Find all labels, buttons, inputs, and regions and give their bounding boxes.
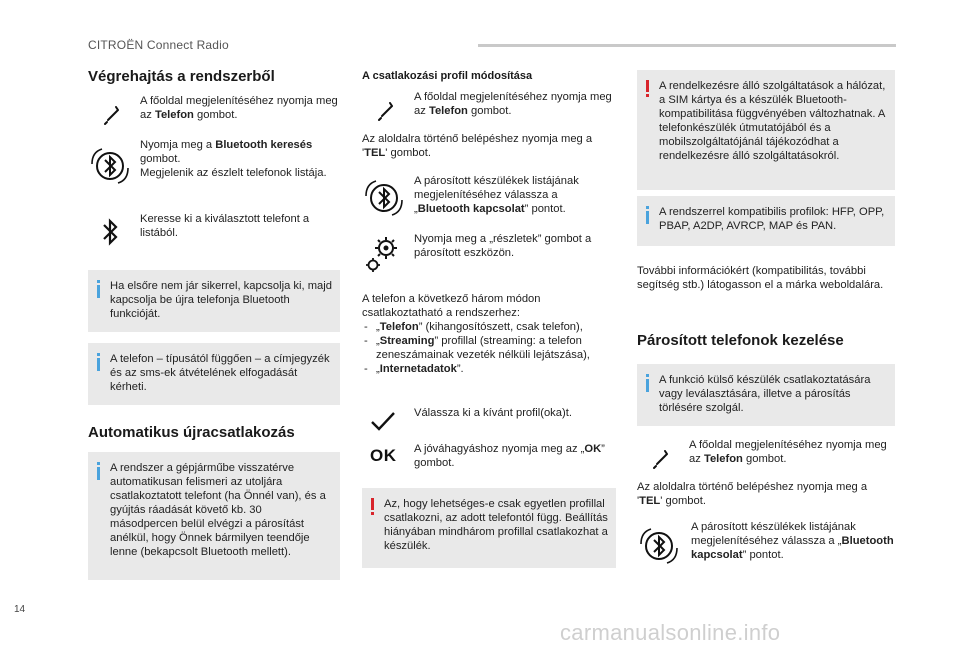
info-note: A funkció külső készülék csatlakoztatására vagy leválasztására, illetve a párosítás törlésére szolgál. (637, 364, 895, 426)
step-text: Nyomja meg a „részletek” gombot a párosított eszközön. (414, 233, 592, 259)
touch-icon (649, 438, 693, 482)
ok-icon: OK (370, 446, 397, 465)
step-bluetooth-connection (637, 520, 895, 570)
info-note: A rendszer a gépjárműbe visszatérve automatikusan felismeri az utoljára csatlakoztatott telefont (ha Önnél van), és a gyújtás ráadását követő kb. 30 másodpercen belül elvégzi a párosítást anélkül, hogy Önnek bármilyen teendője lenne (bekapcsolt Bluetooth mellett). (88, 452, 340, 580)
step-text: A jóváhagyáshoz nyomja meg az „OK” gombot. (414, 443, 605, 469)
step-text: Válassza ki a kívánt profil(oka)t. (414, 407, 572, 419)
list-item: - „Internetadatok”. (362, 362, 616, 376)
info-note: A telefon – típusától függően – a címjegyzék és az sms-ek átvételének elfogadását kérheti. (88, 343, 340, 405)
step-text: A főoldal megjelenítéséhez nyomja meg az Telefon gombot. (140, 95, 338, 121)
section-heading-paired: Párosított telefonok kezelése (637, 332, 844, 349)
profile-list (362, 320, 616, 376)
page-number: 14 (14, 604, 26, 615)
step-confirm (362, 440, 616, 476)
step-bluetooth-search (88, 138, 340, 198)
touch-icon (100, 94, 144, 138)
step-select-phone (88, 212, 340, 252)
header-rule (478, 44, 896, 47)
warning-note: Az, hogy lehetséges-e csak egyetlen profillal csatlakozni, az adott telefontól függ. Beállítás hiányában mindhárom profillal csatlakozhat a készülék. (362, 488, 616, 568)
step-select-profile (362, 404, 616, 434)
bluetooth-icon (88, 210, 132, 254)
paragraph: Az aloldalra történő belépéshez nyomja meg a 'TEL' gombot. (362, 133, 593, 159)
info-note: A rendszerrel kompatibilis profilok: HFP, OPP, PBAP, A2DP, AVRCP, MAP és PAN. (637, 196, 895, 246)
info-note: Ha elsőre nem jár sikerrel, kapcsolja ki, majd kapcsolja be újra telefonja Bluetooth funkcióját. (88, 270, 340, 332)
section-heading-reconnect: Automatikus újracsatlakozás (88, 424, 295, 441)
step-text: A párosított készülékek listájának megjelenítéséhez válassza a „Bluetooth kapcsolat” pontot. (414, 175, 579, 215)
touch-icon (374, 90, 418, 134)
step-text: A főoldal megjelenítéséhez nyomja meg az Telefon gombot. (689, 439, 887, 465)
bluetooth-search-icon (362, 176, 406, 220)
step-phone-main (374, 90, 616, 126)
step-bluetooth-connection (362, 174, 616, 224)
list-item: - „Telefon” (kihangosítószett, csak telefon), (362, 320, 616, 334)
watermark: carmanualsonline.info (560, 620, 781, 645)
paragraph: A telefon a következő három módon csatlakoztatható a rendszerhez: (362, 293, 541, 319)
bluetooth-search-icon (88, 144, 132, 188)
running-header: CITROËN Connect Radio (88, 38, 229, 52)
step-text: Keresse ki a kiválasztott telefont a listából. (140, 213, 310, 239)
step-phone-main (100, 94, 340, 134)
paragraph: Az aloldalra történő belépéshez nyomja meg a 'TEL' gombot. (637, 481, 868, 507)
step-phone-main (649, 438, 895, 474)
bluetooth-search-icon (637, 524, 681, 568)
step-text: A párosított készülékek listájának megjelenítéséhez válassza a „Bluetooth kapcsolat” pontot. (691, 521, 894, 561)
list-item: - „Streaming” profillal (streaming: a telefon zeneszámainak vezeték nélküli lejátszása), (362, 334, 616, 362)
subheading-profile: A csatlakozási profil módosítása (362, 70, 533, 82)
warning-note: A rendelkezésre álló szolgáltatások a hálózat, a SIM kártya és a készülék Bluetooth-kompatibilitása függvényében változhatnak. A telefonkészülék útmutatójából és a mobilszolgáltatójánál tájékozódhat a rendelkezésre álló szolgáltatásokról. (637, 70, 895, 190)
checkmark-icon (362, 400, 406, 444)
section-heading-system: Végrehajtás a rendszerből (88, 68, 275, 85)
settings-gears-icon (362, 232, 406, 276)
step-text: A főoldal megjelenítéséhez nyomja meg az Telefon gombot. (414, 91, 612, 117)
step-text: Nyomja meg a Bluetooth keresés gombot. Megjelenik az észlelt telefonok listája. (140, 139, 327, 179)
paragraph: További információkért (kompatibilitás, további segítség stb.) látogasson el a márka weboldalára. (637, 265, 884, 291)
step-details (362, 232, 616, 276)
